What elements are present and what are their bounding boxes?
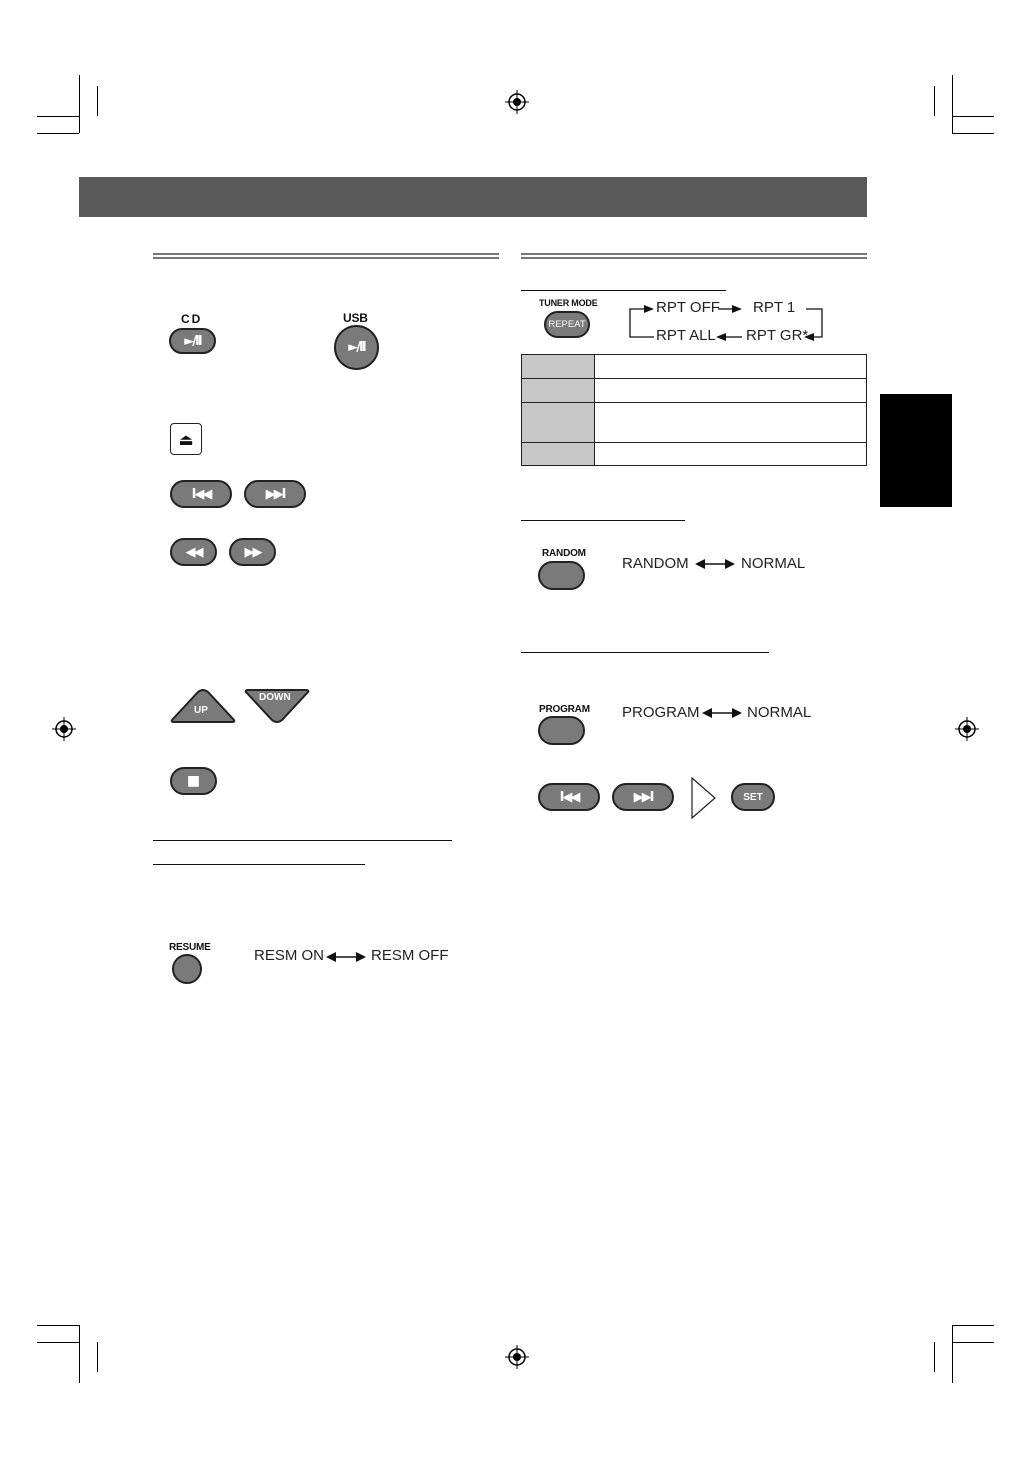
subheading-rule xyxy=(153,840,452,841)
set-label: SET xyxy=(743,791,763,803)
program-normal-text: NORMAL xyxy=(747,704,812,721)
crop-mark xyxy=(79,1325,80,1383)
subheading-rule xyxy=(521,652,769,653)
subheading-rule xyxy=(521,520,685,521)
table-value-cell xyxy=(595,379,867,403)
resume-off-text: RESM OFF xyxy=(371,947,449,964)
crop-mark xyxy=(952,1325,994,1326)
table-row xyxy=(522,403,867,443)
crop-mark xyxy=(37,133,79,134)
bidirectional-arrow-icon xyxy=(695,558,735,570)
stop-button[interactable] xyxy=(170,767,217,795)
program-label: PROGRAM xyxy=(539,704,590,715)
rewind-icon: ◀◀ xyxy=(185,544,202,560)
crop-mark xyxy=(952,75,953,133)
table-value-cell xyxy=(595,403,867,443)
table-key-cell xyxy=(522,379,595,403)
cd-play-pause-button[interactable] xyxy=(169,328,216,354)
bidirectional-arrow-icon xyxy=(326,951,366,963)
random-label: RANDOM xyxy=(542,548,586,559)
resume-label: RESUME xyxy=(169,942,211,953)
registration-mark-icon xyxy=(955,717,979,741)
rpt-off-text: RPT OFF xyxy=(656,299,720,316)
skip-forward-icon: ▶▶I xyxy=(265,486,285,502)
fast-forward-icon: ▶▶ xyxy=(244,544,261,560)
eject-icon: ⏏ xyxy=(178,429,194,449)
play-pause-icon: ►/II xyxy=(184,333,201,349)
resume-on-text: RESM ON xyxy=(254,947,325,964)
play-pause-icon: ►/II xyxy=(348,340,365,355)
crop-mark xyxy=(952,133,994,134)
skip-forward-icon: ▶▶I xyxy=(633,789,653,805)
crop-mark xyxy=(934,1342,935,1372)
stop-icon: ■ xyxy=(186,773,201,789)
crop-mark xyxy=(952,1325,953,1383)
skip-back-icon: I◀◀ xyxy=(191,486,211,502)
crop-mark xyxy=(37,1342,79,1343)
table-value-cell xyxy=(595,355,867,379)
cd-label: CD xyxy=(181,312,203,326)
repeat-mode-table xyxy=(521,354,867,466)
rpt-all-text: RPT ALL xyxy=(656,327,716,344)
crop-mark xyxy=(97,1342,98,1372)
rpt-group-text: RPT GR* xyxy=(746,327,809,344)
crop-mark xyxy=(79,75,80,133)
header-banner xyxy=(79,177,867,217)
table-key-cell xyxy=(522,403,595,443)
program-button[interactable] xyxy=(538,716,585,745)
registration-mark-icon xyxy=(52,717,76,741)
section-rule-right xyxy=(521,253,867,259)
subheading-rule xyxy=(521,290,726,291)
random-normal-text: NORMAL xyxy=(741,555,806,572)
table-key-cell xyxy=(522,443,595,466)
subheading-rule xyxy=(153,864,365,865)
repeat-button[interactable] xyxy=(544,311,590,338)
resume-button[interactable] xyxy=(172,954,202,984)
program-text: PROGRAM xyxy=(622,704,700,721)
skip-forward-button[interactable] xyxy=(244,480,306,508)
crop-mark xyxy=(97,86,98,116)
table-row xyxy=(522,443,867,466)
up-label: UP xyxy=(194,705,208,716)
random-text: RANDOM xyxy=(622,555,689,572)
table-row xyxy=(522,379,867,403)
usb-label: USB xyxy=(343,311,368,325)
skip-back-button[interactable] xyxy=(170,480,232,508)
usb-play-pause-button[interactable] xyxy=(334,325,379,370)
down-label: DOWN xyxy=(259,692,291,703)
crop-mark xyxy=(952,1342,994,1343)
program-skip-back-button[interactable] xyxy=(538,783,600,811)
next-step-arrow-icon xyxy=(691,777,717,819)
registration-mark-icon xyxy=(505,1345,529,1369)
bidirectional-arrow-icon xyxy=(702,707,742,719)
crop-mark xyxy=(952,116,994,117)
repeat-label: REPEAT xyxy=(548,319,586,330)
set-button[interactable] xyxy=(731,783,775,811)
table-row xyxy=(522,355,867,379)
crop-mark xyxy=(37,116,79,117)
section-side-tab xyxy=(880,394,952,507)
fast-forward-button[interactable] xyxy=(229,538,276,566)
rpt-one-text: RPT 1 xyxy=(753,299,796,316)
section-rule-left xyxy=(153,253,499,259)
crop-mark xyxy=(37,1325,79,1326)
rewind-button[interactable] xyxy=(170,538,217,566)
skip-back-icon: I◀◀ xyxy=(559,789,579,805)
table-key-cell xyxy=(522,355,595,379)
random-button[interactable] xyxy=(538,561,585,590)
tuner-mode-label: TUNER MODE xyxy=(539,298,598,308)
program-skip-forward-button[interactable] xyxy=(612,783,674,811)
eject-button[interactable] xyxy=(170,423,202,455)
registration-mark-icon xyxy=(505,90,529,114)
table-value-cell xyxy=(595,443,867,466)
crop-mark xyxy=(934,86,935,116)
